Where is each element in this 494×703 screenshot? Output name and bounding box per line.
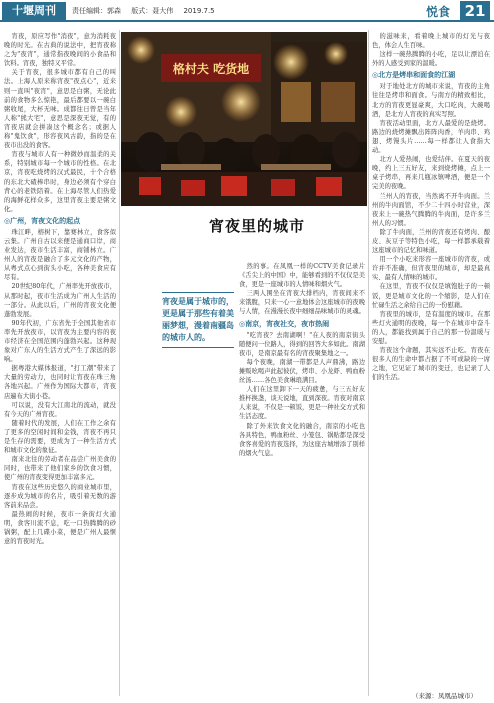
masthead-logo: 十堰周刊 [2, 2, 66, 20]
pull-quote: 宵夜是属于城市的，更是属于那些有着美丽梦想，漫着南疆岛的城市人的。 [162, 292, 234, 348]
paragraph: 珠江畔，榕树下，靠赛林立，食客似云集。广州自古以来便是通商口岸，商业发达，夜市生活丰富，商铺林立。广州人的宵夜是融合了多元文化的产物，从粤式点心到街头小吃，各种美食应有尽有。 [4, 228, 116, 282]
paragraph: 的滋味来，看着晚上城市的灯光与夜色，体会人生百味。 [372, 33, 490, 50]
paragraph: 在这里，宵夜不仅仅是填饱肚子的一顿饭，更是城市文化的一个缩影，是人们在忙碌生活之余给自己的一份慰藉。 [372, 283, 490, 309]
paragraph: 宵夜里的城市，是有温度的城市。在那些灯火通明的夜晚，每一个在城市中奋斗的人，都能找到属于自己的那一份温暖与安慰。 [372, 310, 490, 345]
paragraph: 20世纪80年代，广州率先开放夜市，从那时起，夜市生活成为广州人生活的一部分。从此以后，广州的宵夜文化便蓬勃发展。 [4, 283, 116, 318]
shop-sign-text: 格村夫 吃货地 [172, 62, 250, 76]
page-number: 21 [460, 1, 490, 21]
editor-credit: 责任编辑：郭森 [72, 7, 121, 15]
designer-credit: 版式：聂大伟 [131, 7, 174, 15]
paragraph: 最热闹的时候，夜市一条街灯火通明，食客川流不息，吃一口热腾腾的砂锅粥，配上几碟小菜，便是广州人最惬意的宵夜时光。 [4, 510, 116, 546]
paragraph: 宵夜活动里面，北方人最爱的是烧烤。路边的烧烤摊飘出阵阵肉香，羊肉串、鸡翅、烤馒头片……每一样都让人食指大动。 [372, 119, 490, 155]
paragraph: 人们在这里卸下一天的疲惫，与三五好友推杯换盏，谈天说地，直到深夜。宵夜对南京人来说，不仅是一顿饭，更是一种社交方式和生活态度。 [239, 386, 365, 421]
header-meta [72, 6, 223, 16]
paragraph: 除了外来饮食文化的融合，南京的小吃也各具特色，鸭血粉丝、小笼包、锅贴都是深受食客喜爱的宵夜选择，为这座古城增添了别样的烟火气息。 [239, 422, 365, 457]
paragraph: 这样一碗热腾腾的小吃，足以让漂泊在外的人感受到家的温暖。 [372, 51, 490, 68]
paragraph: 用一个小吃来形容一座城市的宵夜，或许并不准确，但宵夜里的城市，却是最真实、最有人情味的城市。 [372, 256, 490, 282]
paragraph: 宵夜与城市人有一种微妙而温柔的关系，特别城市每一个城市的性格。在北京，宵夜吃烧烤的汉式最民，十个合格的东北大碴棒串时，身边必须有个穿白背心的老铁陪着。在上海尽管人们热爱的海鲜花样众多，这里宵夜主要是粥文化。 [4, 151, 116, 213]
article-column-3 [372, 32, 490, 688]
paragraph: 可以说，没有大江南北的流动，就没有今天的广州宵夜。 [4, 401, 116, 418]
paragraph: 宵夜，原应写作"消夜"，意为消耗夜晚的时光。在古典的说法中，把宵夜称之为"夜宵"，通常指夜晚间的小食品和饮料。宵夜，独特又平常。 [4, 33, 116, 68]
subheading: ◎广州，宵夜文化的起点 [4, 216, 81, 225]
paragraph: 90年代初，广东省先于全国其他省市率先开放夜市，以宵夜为主要内容的夜市经济在全国范围内蓬勃兴起。这种现象对广东人的生活方式产生了深远的影响。 [4, 319, 116, 364]
paragraph: 据粤港大媒体报道，"打工潮"带来了大量的劳动力，也同时让宵夜在珠三角各地兴起。广州作为国际大都市，宵夜店遍布大街小巷。 [4, 365, 116, 400]
paragraph: "吃宵夜？去南湖啊！"在人夜的南京街头随便问一位路人，得到的回答大多如此。南湖夜市，是南京最有名的宵夜聚集地之一。 [239, 331, 365, 357]
headline-area [121, 207, 367, 257]
paragraph: 宵夜这个命题，其实远不止吃。宵夜在很多人的生命中都占据了不可或缺的一席之地，它见证了城市的变迁，也记录了人们的生活。 [372, 347, 490, 382]
paragraph: 每个夜晚，南湖一带都是人声鼎沸，路边摊贩吆喝声此起彼伏，烤串、小龙虾、鸭血粉丝汤……各色美食琳琅满目。 [239, 358, 365, 385]
night-market-photo [121, 32, 367, 206]
page-header [0, 0, 494, 22]
paragraph: 南来北往的劳动者在品尝广州美食的同时，也带来了他们家乡的饮食习惯，使广州的宵夜变得更加丰富多元。 [4, 456, 116, 482]
paragraph: 除了牛肉面，兰州的宵夜还有烤肉、酿皮、灰豆子等特色小吃，每一样都承载着这座城市的记忆和味道。 [372, 228, 490, 255]
paragraph: 北方人爱热闹，也爱结伴。在夏天的夜晚，约上三五好友，来到烧烤摊，点上一桌子烤串，再来几瓶冰镇啤酒，便是一个完美的夜晚。 [372, 156, 490, 191]
paragraph: 随着时代的发展，人们在工作之余有了更多的空闲时间和金钱，宵夜不再只是生存的需要，更成为了一种生活方式和城市文化的象征。 [4, 419, 116, 455]
paragraph: 然的事。在凤凰一样的CCTV美食记录片《舌尖上的中国》中，能够看到的不仅仅是美食，更是一座城市的人情味和烟火气。 [239, 263, 365, 289]
paragraph: 关于宵夜，很多城市都有自己的叫法。上海人原来称宵夜"夜点心"，近来则一直叫"夜宵"，意思是白粥，无论此前的食物多么惊艳，最后都要以一碗白粥收尾，大杯无味。成都往日曾是当年人称"熊大宅"，意思是深夜无觉，有的宵夜店就会拼凑这个概念名；或据人称"鬼饮食"，形容夜风古韵，指的是在夜市出没的食客。 [4, 69, 116, 150]
paragraph: 宵夜在这些历史悠久的商业城市里，逐步成为城市的名片，吸引着无数的游客前来品尝。 [4, 483, 116, 509]
subheading: ◎北方是烤串和面食的江湖 [372, 71, 456, 80]
column-rule [119, 30, 120, 696]
article-headline: 宵夜里的城市 [209, 217, 306, 235]
column-rule [368, 30, 369, 696]
article-source: （来源：凤凰品城市） [412, 692, 477, 700]
paragraph: 兰州人的宵夜，当然离不开牛肉面。兰州的牛肉面馆，不少二十四小时营业，深夜来上一碗热气腾腾的牛肉面，是许多兰州人的习惯。 [372, 192, 490, 227]
night-market-illustration [121, 32, 367, 206]
paragraph: 三两人围坐在宵夜大排档内，宵夜间来不来饿腹，只来一心一意地体会这座城市的夜晚与人情，在漫漫长夜中细细品味城市的灵魂。 [239, 290, 365, 316]
issue-date: 2019.7.5 [183, 7, 215, 15]
paragraph: 对于地处北方的城市来说，宵夜的主角往往是烤串和面食。与南方的精致相比，北方的宵夜更显豪爽，大口吃肉，大碗喝酒，是北方人宵夜的真实写照。 [372, 83, 490, 118]
article-column-2 [239, 262, 365, 694]
subheading: ◎南京，宵夜社交，夜市热闹 [239, 319, 330, 328]
section-title: 悦食 [426, 5, 451, 19]
article-column-1 [4, 32, 116, 694]
